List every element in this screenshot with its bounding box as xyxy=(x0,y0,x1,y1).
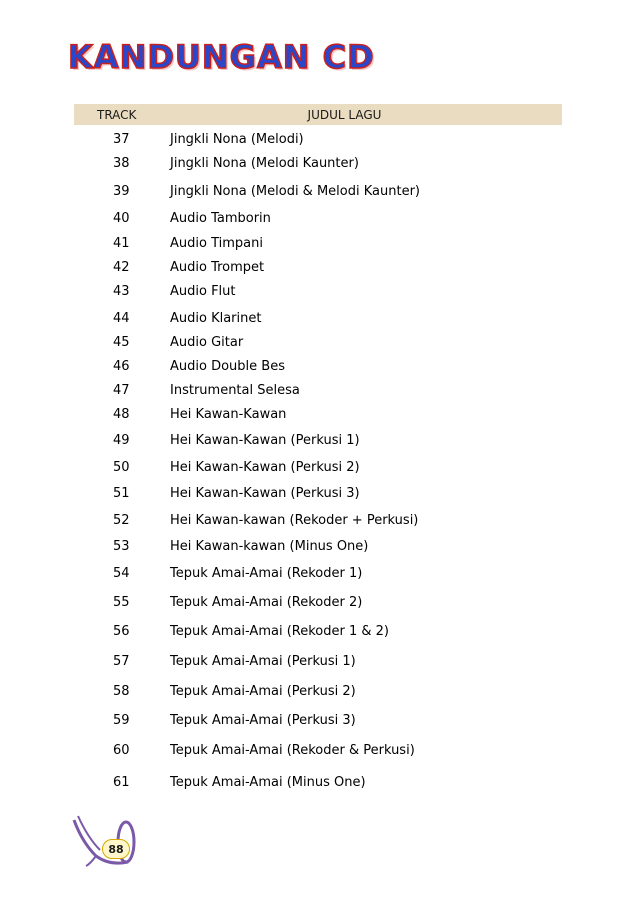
table-row xyxy=(74,713,562,729)
table-row xyxy=(74,156,562,172)
table-row xyxy=(74,684,562,700)
song-title: Audio Trompet xyxy=(170,260,265,275)
table-row xyxy=(74,211,562,227)
track-number: 44 xyxy=(113,311,130,326)
song-title: Jingkli Nona (Melodi) xyxy=(170,132,304,147)
header-track: TRACK xyxy=(97,107,137,122)
french-horn-icon xyxy=(68,812,140,868)
track-number: 53 xyxy=(113,539,130,554)
track-number: 39 xyxy=(113,184,130,199)
song-title: Jingkli Nona (Melodi Kaunter) xyxy=(170,156,359,171)
table-row xyxy=(74,383,562,399)
song-title: Audio Timpani xyxy=(170,236,263,251)
track-number: 42 xyxy=(113,260,130,275)
song-title: Audio Gitar xyxy=(170,335,244,350)
song-title: Tepuk Amai-Amai (Perkusi 1) xyxy=(170,654,356,669)
song-title: Hei Kawan-Kawan (Perkusi 3) xyxy=(170,486,360,501)
table-row xyxy=(74,311,562,327)
table-row xyxy=(74,236,562,252)
track-number: 52 xyxy=(113,513,130,528)
track-number: 43 xyxy=(113,284,130,299)
table-row xyxy=(74,284,562,300)
table-row xyxy=(74,132,562,148)
track-number: 50 xyxy=(113,460,130,475)
song-title: Tepuk Amai-Amai (Rekoder & Perkusi) xyxy=(170,743,415,758)
table-row xyxy=(74,566,562,582)
track-number: 45 xyxy=(113,335,130,350)
track-number: 55 xyxy=(113,595,130,610)
song-title: Hei Kawan-Kawan (Perkusi 1) xyxy=(170,433,360,448)
header-song-title: JUDUL LAGU xyxy=(307,107,382,122)
song-title: Instrumental Selesa xyxy=(170,383,300,398)
track-number: 60 xyxy=(113,743,130,758)
song-title: Audio Klarinet xyxy=(170,311,262,326)
track-number: 37 xyxy=(113,132,130,147)
track-number: 61 xyxy=(113,775,130,790)
page-title: KANDUNGAN CD xyxy=(68,38,375,76)
table-header xyxy=(74,104,562,125)
song-title: Audio Tamborin xyxy=(170,211,271,226)
song-title: Tepuk Amai-Amai (Rekoder 1) xyxy=(170,566,363,581)
song-title: Hei Kawan-kawan (Rekoder + Perkusi) xyxy=(170,513,419,528)
track-number: 58 xyxy=(113,684,130,699)
song-title: Tepuk Amai-Amai (Perkusi 2) xyxy=(170,684,356,699)
track-number: 46 xyxy=(113,359,130,374)
table-row xyxy=(74,654,562,670)
table-row xyxy=(74,624,562,640)
track-number: 51 xyxy=(113,486,130,501)
song-title: Tepuk Amai-Amai (Minus One) xyxy=(170,775,366,790)
track-number: 56 xyxy=(113,624,130,639)
track-number: 54 xyxy=(113,566,130,581)
table-row xyxy=(74,184,562,200)
table-row xyxy=(74,595,562,611)
track-number: 38 xyxy=(113,156,130,171)
table-row xyxy=(74,486,562,502)
song-title: Tepuk Amai-Amai (Rekoder 2) xyxy=(170,595,363,610)
table-row xyxy=(74,407,562,423)
song-title: Tepuk Amai-Amai (Rekoder 1 & 2) xyxy=(170,624,389,639)
page-number: 88 xyxy=(102,839,130,859)
song-title: Jingkli Nona (Melodi & Melodi Kaunter) xyxy=(170,184,420,199)
song-title: Audio Double Bes xyxy=(170,359,285,374)
track-number: 59 xyxy=(113,713,130,728)
track-number: 57 xyxy=(113,654,130,669)
table-row xyxy=(74,359,562,375)
table-row xyxy=(74,743,562,759)
track-number: 47 xyxy=(113,383,130,398)
song-title: Audio Flut xyxy=(170,284,236,299)
table-row xyxy=(74,539,562,555)
table-row xyxy=(74,460,562,476)
song-title: Tepuk Amai-Amai (Perkusi 3) xyxy=(170,713,356,728)
table-row xyxy=(74,260,562,276)
song-title: Hei Kawan-Kawan xyxy=(170,407,287,422)
table-row xyxy=(74,433,562,449)
table-row xyxy=(74,775,562,791)
song-title: Hei Kawan-Kawan (Perkusi 2) xyxy=(170,460,360,475)
track-number: 41 xyxy=(113,236,130,251)
table-row xyxy=(74,335,562,351)
table-row xyxy=(74,513,562,529)
song-title: Hei Kawan-kawan (Minus One) xyxy=(170,539,369,554)
track-number: 40 xyxy=(113,211,130,226)
track-number: 48 xyxy=(113,407,130,422)
cd-contents-table xyxy=(74,104,562,790)
track-number: 49 xyxy=(113,433,130,448)
